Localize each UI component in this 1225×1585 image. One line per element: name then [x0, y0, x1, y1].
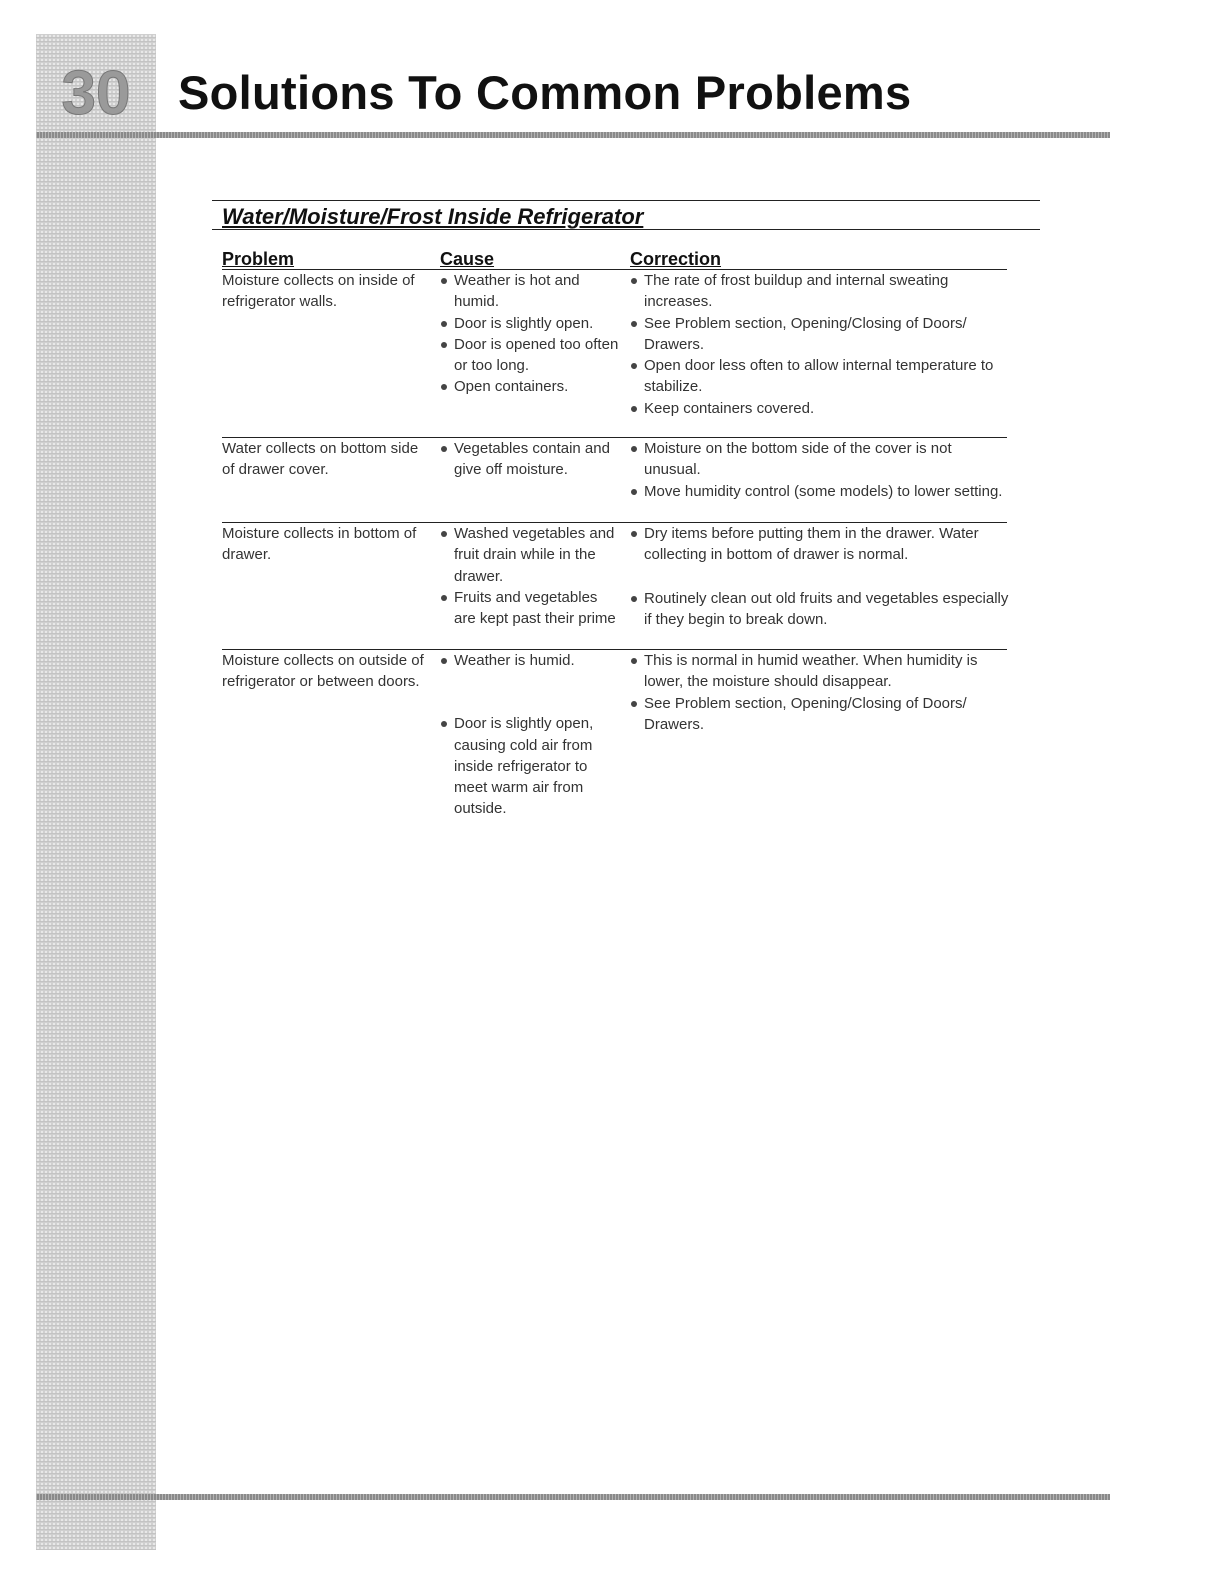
cause-cell	[440, 523, 622, 629]
problem-cell: Water collects on bottom side of drawer cover.	[222, 440, 419, 479]
list-item: Routinely clean out old fruits and vegetables especially if they begin to break down.	[630, 588, 1010, 631]
list-item: Fruits and vegetables are kept past their prime	[440, 587, 622, 630]
list-item: Weather is hot and humid.	[440, 270, 622, 313]
correction-cell	[630, 438, 1010, 502]
list-item: Open door less often to allow internal temperature to stabilize.	[630, 355, 1010, 398]
side-decorative-strip	[36, 34, 156, 1550]
list-item: Vegetables contain and give off moisture.	[440, 438, 622, 481]
section-rule-top	[212, 200, 1040, 201]
list-item: This is normal in humid weather. When humidity is lower, the moisture should disappear.	[630, 650, 1010, 693]
section-heading: Water/Moisture/Frost Inside Refrigerator	[222, 204, 644, 229]
list-item: See Problem section, Opening/Closing of Doors/ Drawers.	[630, 693, 1010, 736]
list-item: Weather is humid.	[440, 650, 622, 671]
correction-cell	[630, 523, 1010, 630]
header-rule	[36, 132, 1110, 138]
list-item: Keep containers covered.	[630, 398, 1010, 419]
list-item: Door is opened too often or too long.	[440, 334, 622, 377]
problem-cell: Moisture collects on outside of refrigerator or between doors.	[222, 652, 424, 691]
cause-cell	[440, 270, 622, 398]
column-header-problem: Problem	[222, 249, 295, 269]
cause-cell	[440, 438, 622, 481]
problem-cell: Moisture collects in bottom of drawer.	[222, 525, 417, 564]
list-item: Door is slightly open.	[440, 313, 622, 334]
list-item: Washed vegetables and fruit drain while in the drawer.	[440, 523, 622, 587]
column-header-correction: Correction	[630, 249, 722, 269]
correction-cell	[630, 650, 1010, 735]
problem-cell: Moisture collects on inside of refrigerator walls.	[222, 272, 415, 311]
section-rule-bottom	[212, 229, 1040, 230]
list-item: The rate of frost buildup and internal sweating increases.	[630, 270, 1010, 313]
cause-cell	[440, 650, 622, 820]
list-item: Dry items before putting them in the drawer. Water collecting in bottom of drawer is normal.	[630, 523, 1010, 566]
column-header-cause: Cause	[440, 249, 495, 269]
list-item: Moisture on the bottom side of the cover is not unusual.	[630, 438, 1010, 481]
footer-rule	[36, 1494, 1110, 1500]
page-title: Solutions To Common Problems	[178, 66, 912, 119]
correction-cell	[630, 270, 1010, 419]
list-item: Move humidity control (some models) to lower setting.	[630, 481, 1010, 502]
page-number: 30	[61, 59, 131, 128]
list-item: Door is slightly open, causing cold air from inside refrigerator to meet warm air from outside.	[440, 713, 622, 819]
list-item: See Problem section, Opening/Closing of Doors/ Drawers.	[630, 313, 1010, 356]
list-item: Open containers.	[440, 376, 622, 397]
